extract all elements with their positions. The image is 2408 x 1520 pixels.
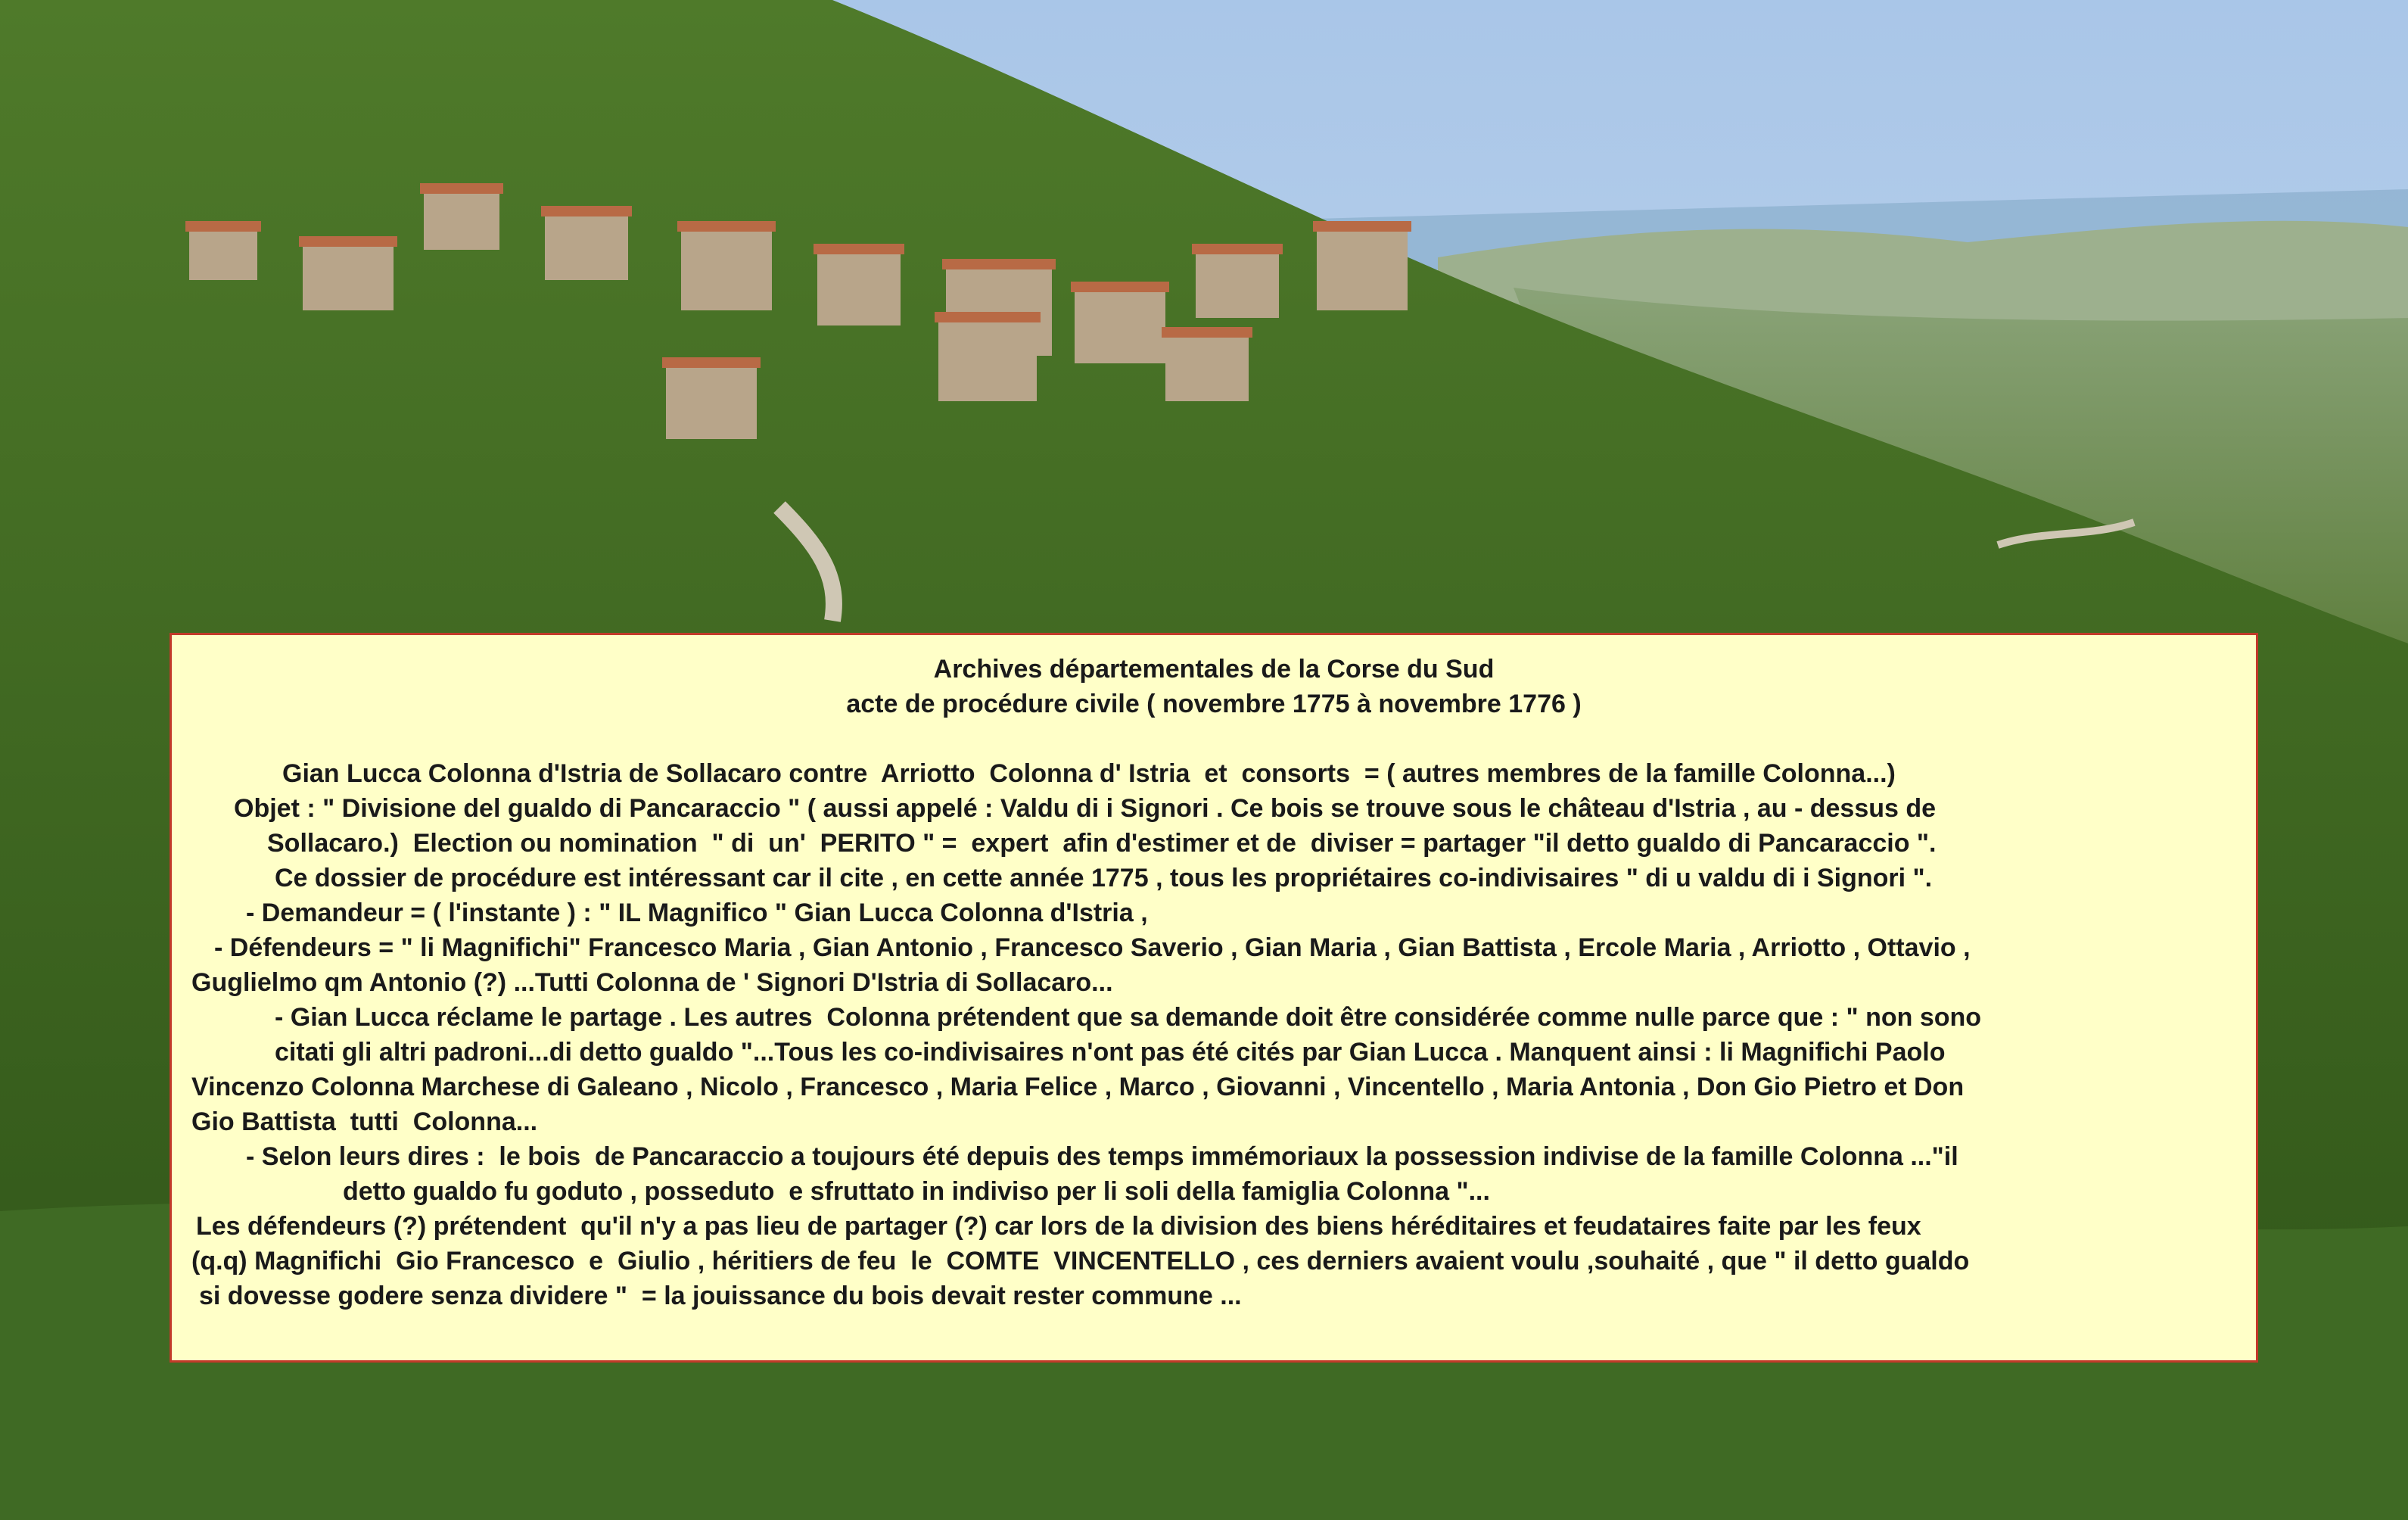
caption-line: Les défendeurs (?) prétendent qu'il n'y a pas lieu de partager (?) car lors de la division des biens héréditaires et feudataires faite par les feux bbox=[196, 1212, 1921, 1241]
caption-line: Sollacaro.) Election ou nomination " di un' PERITO " = expert afin d'estimer et de diviser = partager "il detto gualdo di Pancaraccio ". bbox=[267, 829, 1937, 858]
caption-line: - Défendeurs = " li Magnifichi" Francesco Maria , Gian Antonio , Francesco Saverio , Gian Maria , Gian Battista , Ercole Maria , Arriotto , Ottavio , bbox=[214, 933, 1971, 962]
caption-line: Gian Lucca Colonna d'Istria de Sollacaro contre Arriotto Colonna d' Istria et consorts = ( autres membres de la famille Colonna...) bbox=[282, 759, 1896, 788]
caption-line: - Gian Lucca réclame le partage . Les autres Colonna prétendent que sa demande doit être considérée comme nulle parce que : " non sono bbox=[275, 1003, 1982, 1032]
caption-line: - Demandeur = ( l'instante ) : " IL Magnifico " Gian Lucca Colonna d'Istria , bbox=[246, 899, 1148, 927]
caption-line: Guglielmo qm Antonio (?) ...Tutti Colonna de ' Signori D'Istria di Sollacaro... bbox=[191, 968, 1113, 997]
caption-line: Objet : " Divisione del gualdo di Pancaraccio " ( aussi appelé : Valdu di i Signori . Ce bois se trouve sous le château d'Istria , au - dessus de bbox=[234, 794, 1937, 823]
caption-line: detto gualdo fu goduto , posseduto e sfruttato in indiviso per li soli della famiglia Colonna "... bbox=[343, 1177, 1490, 1206]
caption-line: (q.q) Magnifichi Gio Francesco e Giulio , héritiers de feu le COMTE VINCENTELLO , ces derniers avaient voulu ,souhaité , que " il detto gualdo bbox=[191, 1247, 1970, 1275]
caption-subtitle: acte de procédure civile ( novembre 1775 à novembre 1776 ) bbox=[846, 690, 1582, 718]
caption-line: citati gli altri padroni...di detto gualdo "...Tous les co-indivisaires n'ont pas été cités par Gian Lucca . Manquent ainsi : li Magnifichi Paolo bbox=[275, 1038, 1946, 1067]
caption-line: Gio Battista tutti Colonna... bbox=[191, 1107, 538, 1136]
caption-box bbox=[170, 633, 2258, 1363]
caption-line: Vincenzo Colonna Marchese di Galeano , Nicolo , Francesco , Maria Felice , Marco , Giovanni , Vincentello , Maria Antonia , Don Gio Pietro et Don bbox=[191, 1073, 1965, 1101]
caption-title: Archives départementales de la Corse du Sud bbox=[933, 655, 1495, 684]
caption-line: - Selon leurs dires : le bois de Pancaraccio a toujours été depuis des temps immémoriaux la possession indivise de la famille Colonna ..."il bbox=[246, 1142, 1958, 1171]
caption-line: si dovesse godere senza dividere " = la jouissance du bois devait rester commune ... bbox=[199, 1282, 1242, 1310]
caption-line: Ce dossier de procédure est intéressant car il cite , en cette année 1775 , tous les propriétaires co-indivisaires " di u valdu di i Signori ". bbox=[275, 864, 1933, 892]
